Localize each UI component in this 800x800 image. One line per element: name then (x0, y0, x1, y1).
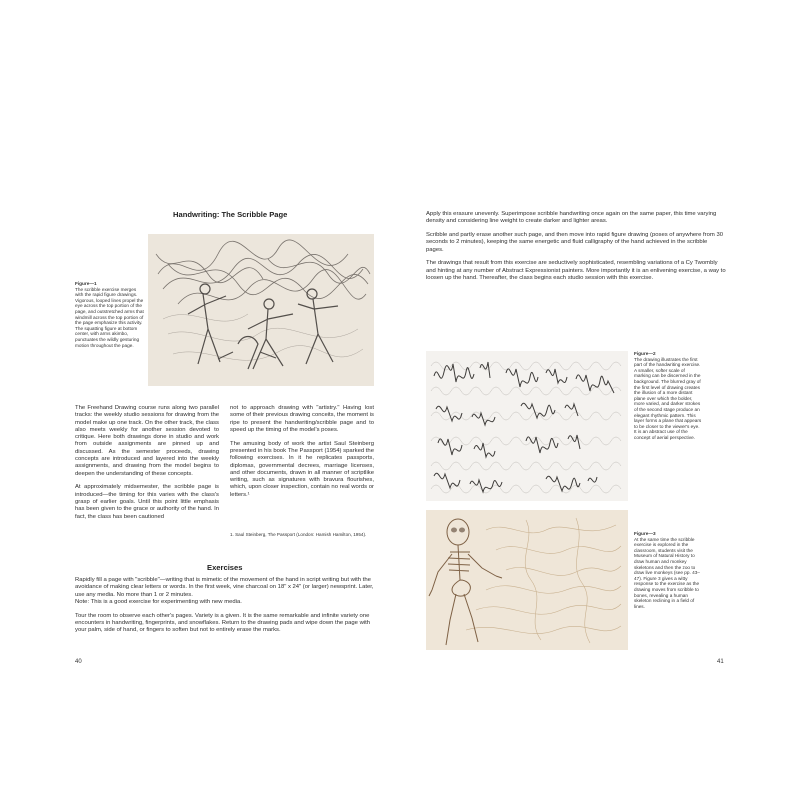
page-number: 41 (717, 659, 724, 665)
figure-2-caption-text: The drawing illustrates the first part of the handwriting exercise. A smaller, softer scale of marking can be discerned in the background. The blurred gray of the first level of drawing creates the illusion of a more distant plane over which the bolder, more varied, and darker strokes of the second stage produce an elegant rhythmic pattern. This layer forms a plane that appears to be closer to the viewer's eye. It is an abstract use of the concept of aerial perspective. (634, 356, 702, 440)
body-column-1 (75, 405, 219, 527)
intro-text (426, 211, 726, 289)
figure-2-label: Figure—2 (634, 351, 656, 356)
figure-1-label: Figure—1 (75, 281, 97, 286)
paragraph: Note: This is a good exercise for experimenting with new media. (75, 598, 242, 605)
exercises-heading: Exercises (207, 563, 243, 572)
paragraph: Tour the room to observe each other's pages. Variety is a given. It is the same remarkable and infinite variety one encounters in handwriting, fingerprints, and snowflakes. Return to the drawing pads and wipe down the page with your palm, side of hand, or fingers to soften but not to entirely erase the marks. (75, 612, 371, 634)
paragraph: not to approach drawing with "artistry." Having lost some of their previous drawing conceits, the moment is ripe to present the handwriting/scribble page and to speed up the timing of the model's poses. (230, 405, 374, 433)
paragraph: Rapidly fill a page with "scribble"—writing that is mimetic of the movement of the hand in script writing but with the avoidance of making clear letters or words. In the first week, vine charcoal on 18" x 24" (or larger) newsprint. Later, use any media. No more than 1 or 2 minutes. (75, 577, 374, 598)
paragraph: Apply this erasure unevenly. Superimpose scribble handwriting once again on the same paper, this time varying density and considering line weight to create darker and lighter areas. (426, 211, 717, 225)
footnote: 1. Saul Steinberg, The Passport (London: Hamish Hamilton, 1954). (230, 532, 367, 537)
section-heading: Handwriting: The Scribble Page (173, 210, 288, 219)
paragraph: Scribble and partly erase another such page, and then move into rapid figure drawing (poses of anywhere from 30 seconds to 2 minutes), keeping the same energetic and fluid calligraphy of the hand achieved in the scribble pages. (426, 232, 723, 253)
figure-3-caption (634, 531, 702, 609)
figure-3-drawing (426, 510, 628, 650)
paragraph: The drawings that result from this exercise are seductively sophisticated, resembling variations of a Cy Twombly and hinting at any number of Abstract Expressionist painters. More importantly it is an enlivening exercise, a way to loosen up the hand. Thereafter, the class begins each studio session with this exercise. (426, 260, 726, 282)
figure-3-label: Figure—3 (634, 531, 656, 536)
figure-1-caption (75, 281, 145, 348)
paragraph: The Freehand Drawing course runs along two parallel tracks: the weekly studio sessions for drawing from the model make up one track. On the other track, the class also meets weekly for another session devoted to critique. Here both drawings done in studio and work from outside assignments are pinned up and discussed. As the semester proceeds, drawing concepts are introduced and layered into the weekly assignments, and drawing from the model begins to deepen the understanding of these concepts. (75, 405, 219, 477)
page-number: 40 (75, 659, 82, 665)
figure-1-drawing (148, 234, 374, 386)
figure-2-caption (634, 351, 702, 441)
figure-3-caption-text: At the same time the scribble exercise is explored in the classroom, students visit the Museum of Natural History to draw human and monkey skeletons and then the zoo to draw live monkeys (see pp. 43–47). Figure 3 gives a witty response to the exercise as the drawing moves from scribble to bones, revealing a human skeleton reclining in a field of lines. (634, 536, 700, 609)
figure-1-caption-text: The scribble exercise merges with the rapid figure drawings. Vigorous, looped lines propel the eye across the top portion of the page, and outstretched arms that windmill across the top portion of the page emphasize this activity. The squatting figure at bottom center, with arms akimbo, punctuates the wildly gesturing motion throughout the page. (75, 286, 144, 348)
body-column-2 (230, 405, 374, 506)
figure-2-drawing (426, 351, 628, 501)
paragraph: At approximately midsemester, the scribble page is introduced—the timing for this varies with the class's grasp of earlier goals. Until this point little emphasis has been given to the grace or authority of the hand. In fact, the class has been cautioned (75, 484, 219, 520)
exercises-text (75, 577, 375, 641)
right-page (400, 0, 800, 800)
paragraph: The amusing body of work the artist Saul Steinberg presented in his book The Passport (1954) sparked the following exercises. In it he replicates passports, diplomas, governmental decrees, marriage licenses, and other documents, drawn in all manner of scriptlike writing, such as signatures with bravura flourishes, which, upon closer inspection, contain no real words or letters.¹ (230, 440, 374, 498)
